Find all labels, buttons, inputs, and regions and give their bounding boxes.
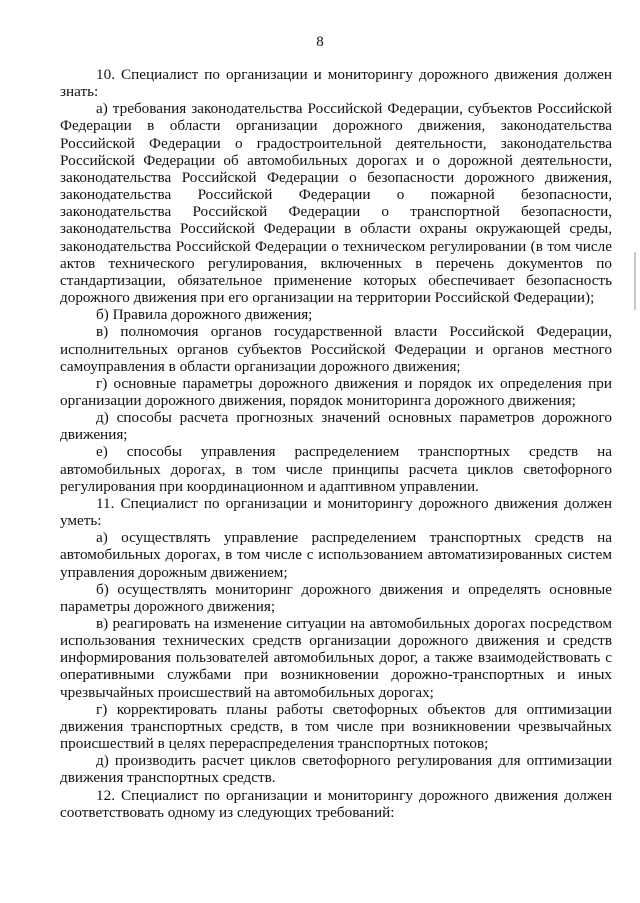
page-number: 8 (316, 34, 324, 50)
paragraph-item-12: 12. Специалист по организации и мониторингу дорожного движения должен соответствовать одному из следующих требований: (60, 786, 612, 821)
scan-edge-mark (634, 252, 636, 310)
paragraph-item-11a: а) осуществлять управление распределением транспортных средств на автомобильных дорогах, в том числе с использованием автоматизированных систем управления дорожным движением; (60, 529, 612, 581)
paragraph-item-10: 10. Специалист по организации и мониторингу дорожного движения должен знать: (60, 66, 612, 101)
paragraph-item-11v: в) реагировать на изменение ситуации на автомобильных дорогах посредством использования технических средств организации дорожного движения и средств информирования пользователей автомобильных дорог, а также взаимодействовать с оперативными службами при возникновении дорожно-транспортных и иных чрезвычайных происшествий на автомобильных дорогах; (60, 615, 612, 701)
paragraph-item-11d: д) производить расчет циклов светофорного регулирования для оптимизации движения транспортных средств. (60, 752, 612, 787)
paragraph-item-10a: а) требования законодательства Российской Федерации, субъектов Российской Федерации в области организации дорожного движения, законодательства Российской Федерации о градостроительной деятельности, законодательства Российской Федерации об автомобильных дорогах и о дорожной деятельности, законодательства Российской Федерации о безопасности дорожного движения, законодательства Российской Федерации о пожарной безопасности, законодательства Российской Федерации о транспортной безопасности, законодательства Российской Федерации в области охраны окружающей среды, законодательства Российской Федерации о техническом регулировании (в том числе актов технического регулирования, включенных в перечень документов по стандартизации, обязательное применение которых обеспечивает безопасность дорожного движения при его организации на территории Российской Федерации); (60, 100, 612, 307)
paragraph-item-11g: г) корректировать планы работы светофорных объектов для оптимизации движения транспортных средств, в том числе при возникновении чрезвычайных происшествий в целях перераспределения транспортных потоков; (60, 700, 612, 753)
paragraph-item-10d: д) способы расчета прогнозных значений основных параметров дорожного движения; (60, 409, 612, 444)
paragraph-item-10g: г) основные параметры дорожного движения и порядок их определения при организации дорожного движения, порядок мониторинга дорожного движения; (60, 374, 612, 409)
document-body (60, 66, 612, 821)
paragraph-item-10v: в) полномочия органов государственной власти Российской Федерации, исполнительных органов субъектов Российской Федерации и органов местного самоуправления в области организации дорожного движения; (60, 323, 612, 375)
paragraph-item-11: 11. Специалист по организации и мониторингу дорожного движения должен уметь: (60, 494, 612, 530)
paragraph-item-10b: б) Правила дорожного движения; (96, 306, 313, 324)
paragraph-item-11b: б) осуществлять мониторинг дорожного движения и определять основные параметры дорожного движения; (60, 580, 612, 615)
paragraph-item-10e: е) способы управления распределением транспортных средств на автомобильных дорогах, в том числе принципы расчета циклов светофорного регулирования при координационном и адаптивном управлении. (60, 443, 612, 495)
